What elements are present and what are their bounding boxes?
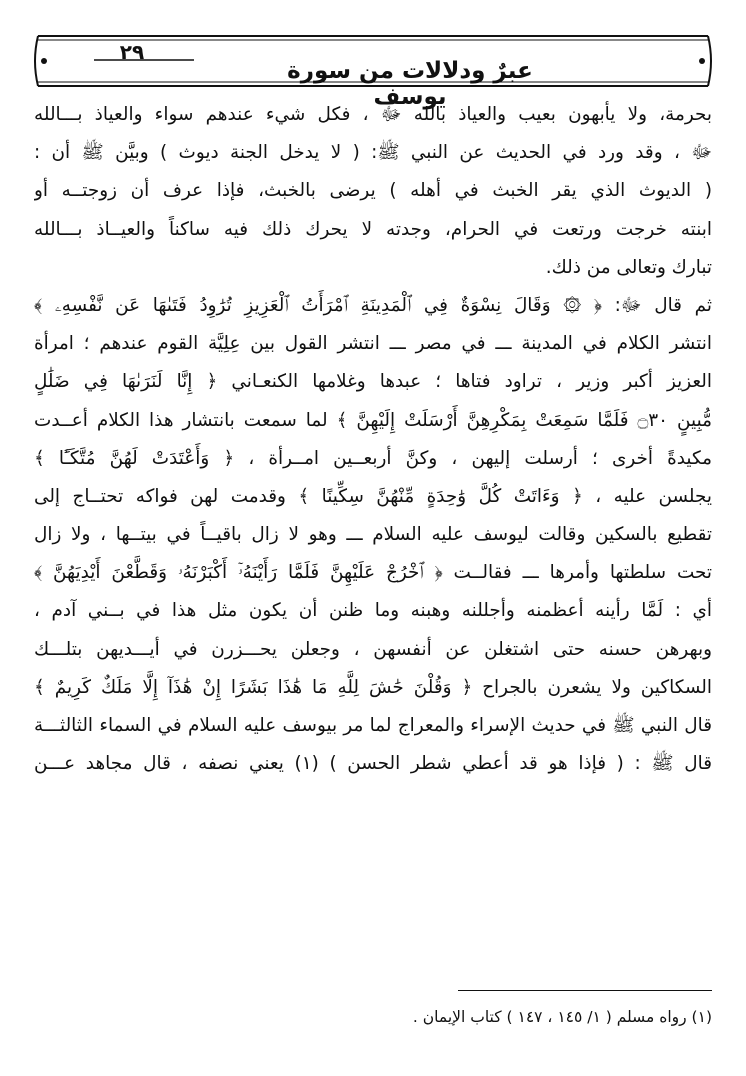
text-line: ﷻ ، وقد ورد في الحديث عن النبي ﷺ: ( لا يدخل الجنة ديوث ) وبيَّن ﷺ أن :: [34, 142, 712, 164]
text-line: بحرمة، ولا يأبهون بعيب والعياذ بالله ﷻ ، فكل شيء عندهم سواء والعياذ بـــالله: [34, 104, 712, 125]
text-line: مكيدةً أخرى ؛ أرسلت إليهن ، وكنَّ أربعــين امــرأة ، ﴿ وَأَعْتَدَتْ لَهُنَّ مُتَّكَـًٔا ﴾: [34, 447, 712, 469]
text-line: وبهرهن حسنه حتى اشتغلن عن أنفسهن ، وجعلن يحـــزرن في أيـــديهن بتلـــك: [34, 638, 712, 660]
text-line: السكاكين ولا يشعرن بالجراح ﴿ وَقُلْنَ حَٰشَ لِلَّهِ مَا هَٰذَا بَشَرًا إِنْ هَٰذَآ إِلَّا مَلَكٌ كَرِيمٌ ﴾: [34, 676, 712, 698]
text-line: تقطيع بالسكين وقالت ليوسف عليه السلام ـــ وهو لا زال باقيــاً في بيتــها ، ولا زال: [34, 524, 712, 546]
text-line: ثم قال ﷻ: ﴿ ۞ وَقَالَ نِسْوَةٌ فِي ٱلْمَدِينَةِ ٱمْرَأَتُ ٱلْعَزِيزِ تُرَٰوِدُ فَتَىٰهَا عَن نَّفْسِهِۦ ﴾: [34, 294, 712, 316]
footnote-separator: [458, 990, 712, 991]
text-line: مُّبِينٍ ۝٣٠ فَلَمَّا سَمِعَتْ بِمَكْرِهِنَّ أَرْسَلَتْ إِلَيْهِنَّ ﴾ لما سمعت بانتشار هذا الكلام أعــدت: [34, 409, 712, 431]
text-line: ( الديوث الذي يقر الخبث في أهله ) يرضى بالخبث، فإذا عرف أن زوجتــه أو: [34, 180, 712, 202]
text-line: أي : لَمَّا رأينه أعظمنه وأجللنه وهبنه وما ظنن أن يكون مثل هذا في بــني آدم ،: [34, 600, 712, 622]
page-number: ٢٩: [119, 40, 145, 64]
footnote: (١) رواه مسلم ( ١/ ١٤٥ ، ١٤٧ ) كتاب الإيمان .: [412, 1008, 712, 1026]
text-line: قال ﷺ : ( فإذا هو قد أعطي شطر الحسن ) (١) يعني نصفه ، قال مجاهد عـــن: [34, 753, 712, 775]
text-line: ابنته خرجت ورتعت في الحرام، وجدته لا يحرك ذلك فيه ساكناً والعيــاذ بـــالله: [34, 218, 712, 240]
body-text: [34, 96, 712, 783]
text-line: يجلسن عليه ، ﴿ وَءَاتَتْ كُلَّ وَٰحِدَةٍ مِّنْهُنَّ سِكِّينًا ﴾ وقدمت لهن فواكه تحتــاج إلى: [34, 485, 712, 507]
running-title: عبرٌ ودلالات من سورة يوسف: [287, 58, 533, 110]
text-line: انتشر الكلام في المدينة ـــ في مصر ـــ انتشر القول بين عِلِيَّة القوم عندهم ؛ امرأة: [34, 333, 712, 355]
text-line: تبارك وتعالى من ذلك.: [545, 256, 712, 278]
text-line: العزيز أكبر وزير ، تراود فتاها ؛ عبدها وغلامها الكنعـاني ﴿ إِنَّا لَنَرَىٰهَا فِي ضَلَٰلٍ: [34, 371, 712, 393]
text-line: قال النبي ﷺ في حديث الإسراء والمعراج لما مر بيوسف عليه السلام في السماء الثالثـــة: [34, 715, 712, 736]
text-line: تحت سلطتها وأمرها ـــ فقالــت ﴿ ٱخْرُجْ عَلَيْهِنَّ فَلَمَّا رَأَيْنَهُۥٓ أَكْبَرْنَهُۥ وَقَطَّعْنَ أَيْدِيَهُنَّ ﴾: [34, 562, 712, 584]
